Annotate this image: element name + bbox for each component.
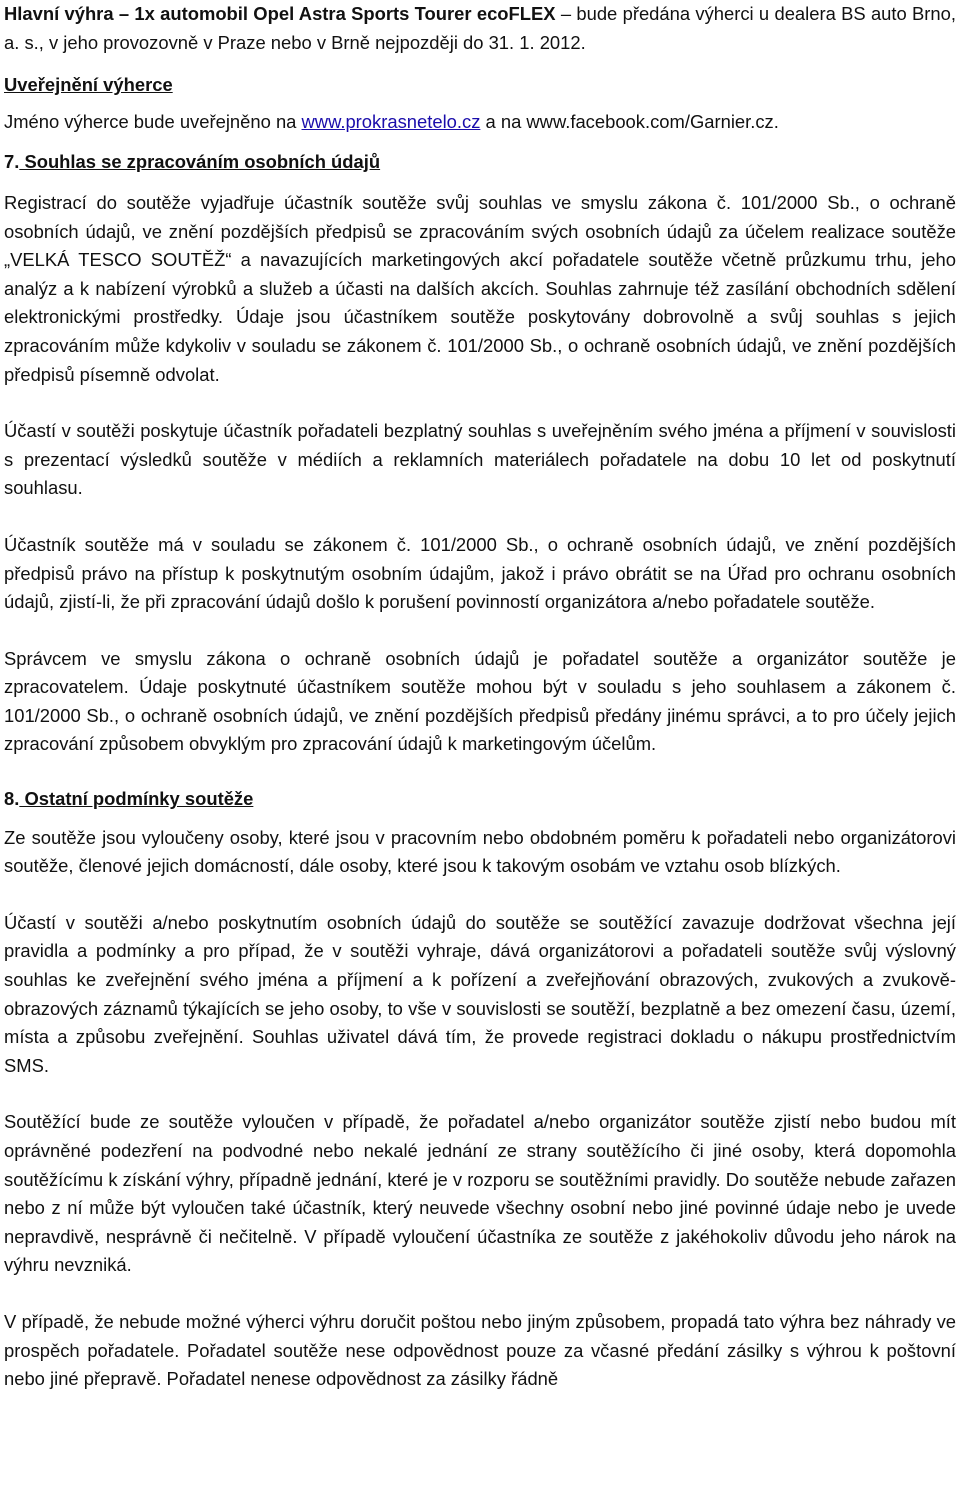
winner-publication-heading: Uveřejnění výherce [4, 74, 173, 96]
document-page [4, 0, 956, 1394]
section-7-paragraph-1 [4, 189, 956, 389]
prize-rest-text: – bude předána výherci u dealera BS auto Brno, a. s., v jeho provozovně v Praze nebo v Brně nejpozději do 31. 1. 2012. [4, 3, 956, 53]
section-8-paragraph-2: Účastí v soutěži a/nebo poskytnutím osobních údajů do soutěže se soutěžící zavazuje dodržovat všechna její pravidla a podmínky a pro případ, že v soutěži vyhraje, dává organizátorovi a pořadateli soutěže svůj výslovný souhlas ke zveřejnění svého jména a příjmení a k pořízení a zveřejňování obrazových, zvukových a zvukově-obrazových záznamů týkajících se jeho osoby, to vše v souvislosti se soutěží, bezplatně a bez omezení času, území, místa a způsobu zveřejnění. Souhlas uživatel dává tím, že provede registraci dokladu o nákupu prostřednictvím SMS. [4, 911, 956, 1076]
section-7-title: Souhlas se zpracováním osobních údajů [19, 151, 381, 173]
winner-text-after: a na www.facebook.com/Garnier.cz. [480, 110, 779, 132]
prize-bold-text: Hlavní výhra – 1x automobil Opel Astra Sports Tourer ecoFLEX [4, 3, 556, 24]
section-7-number: 7. [4, 151, 20, 173]
winner-text-before: Jméno výherce bude uveřejněno na [4, 110, 302, 132]
section-8-number: 8. [4, 788, 20, 810]
section-8-title: Ostatní podmínky soutěže [19, 788, 254, 810]
section-7-paragraph-3: Účastník soutěže má v souladu se zákonem č. 101/2000 Sb., o ochraně osobních údajů, ve znění pozdějších předpisů právo na přístup k poskytnutým osobním údajům, jakož i právo obrátit se na Úřad pro ochranu osobních údajů, zjistí-li, že při zpracování údajů došlo k porušení povinností organizátora a/nebo pořadatele soutěže. [4, 533, 956, 613]
section-8-heading [4, 785, 956, 814]
prokrasnetelo-link[interactable]: www.prokrasnetelo.cz [301, 110, 481, 132]
section-7-heading [4, 148, 956, 177]
prize-paragraph [4, 0, 956, 57]
section-8-paragraph-4: V případě, že nebude možné výherci výhru doručit poštou nebo jiným způsobem, propadá tato výhra bez náhrady ve prospěch pořadatele. Pořadatel soutěže nese odpovědnost pouze za včasné předání zásilky s výhrou k poštovní nebo jiné přepravě. Pořadatel nenese odpovědnost za zásilky řádně [4, 1310, 956, 1390]
section-7-paragraph-1a: Registrací do soutěže vyjadřuje účastník soutěže svůj souhlas ve smyslu zákona č. 101/2000 Sb., o ochraně osobních údajů, ve znění pozdějších předpisů se zpracováním svých osobních údajů za účelem realizace soutěže „VELKÁ TESCO SOUTĚŽ“ a navazujících marketingových akcí pořadatele soutěže včetně průzkumu trhu, jeho analýz a k nabízení výrobků a služeb a účasti na dalších akcích. Souhlas zahrnuje též zasílání obchodních sdělení elektronickými prostředky. [4, 191, 956, 328]
section-8-paragraph-3: Soutěžící bude ze soutěže vyloučen v případě, že pořadatel a/nebo organizátor soutěže zjistí nebo budou mít oprávněné podezření na podvodné nebo nekalé jednání ze strany soutěžícího či jiné osoby, která dopomohla soutěžícímu k získání výhry, případně jednání, které je v rozporu se soutěžními pravidly. Do soutěže nebude zařazen nebo z ní může být vyloučen také účastník, který neuvede všechny osobní nebo jiné povinné údaje nebo je uvede nepravdivě, nesprávně či nečitelně. V případě vyloučení účastníka ze soutěže z jakéhokoliv důvodu jeho nárok na výhru nevzniká. [4, 1111, 956, 1276]
section-7-paragraph-4: Správcem ve smyslu zákona o ochraně osobních údajů je pořadatel soutěže a organizátor soutěže je zpracovatelem. Údaje poskytnuté účastníkem soutěže mohou být v souladu s jeho souhlasem a zákonem č. 101/2000 Sb., o ochraně osobních údajů, ve znění pozdějších předpisů předány jinému správci, a to pro účely jejich zpracování způsobem obvyklým pro zpracování údajů k marketingovým účelům. [4, 647, 956, 755]
section-7-paragraph-1b: Údaje jsou účastníkem soutěže poskytovány dobrovolně a svůj souhlas s jejich zpracováním může kdykoliv v souladu se zákonem č. 101/2000 Sb., o ochraně osobních údajů, ve znění pozdějších předpisů písemně odvolat. [4, 306, 957, 385]
winner-publication-text [4, 108, 956, 137]
section-7-paragraph-2: Účastí v soutěži poskytuje účastník pořadateli bezplatný souhlas s uveřejněním svého jména a příjmení v souvislosti s prezentací výsledků soutěže v médiích a reklamních materiálech pořadatele na dobu 10 let od poskytnutí souhlasu. [4, 420, 956, 499]
section-8-paragraph-1: Ze soutěže jsou vyloučeny osoby, které jsou v pracovním nebo obdobném poměru k pořadateli nebo organizátorovi soutěže, členové jejich domácností, dále osoby, které jsou k takovým osobám ve vztahu osob blízkých. [4, 826, 956, 877]
